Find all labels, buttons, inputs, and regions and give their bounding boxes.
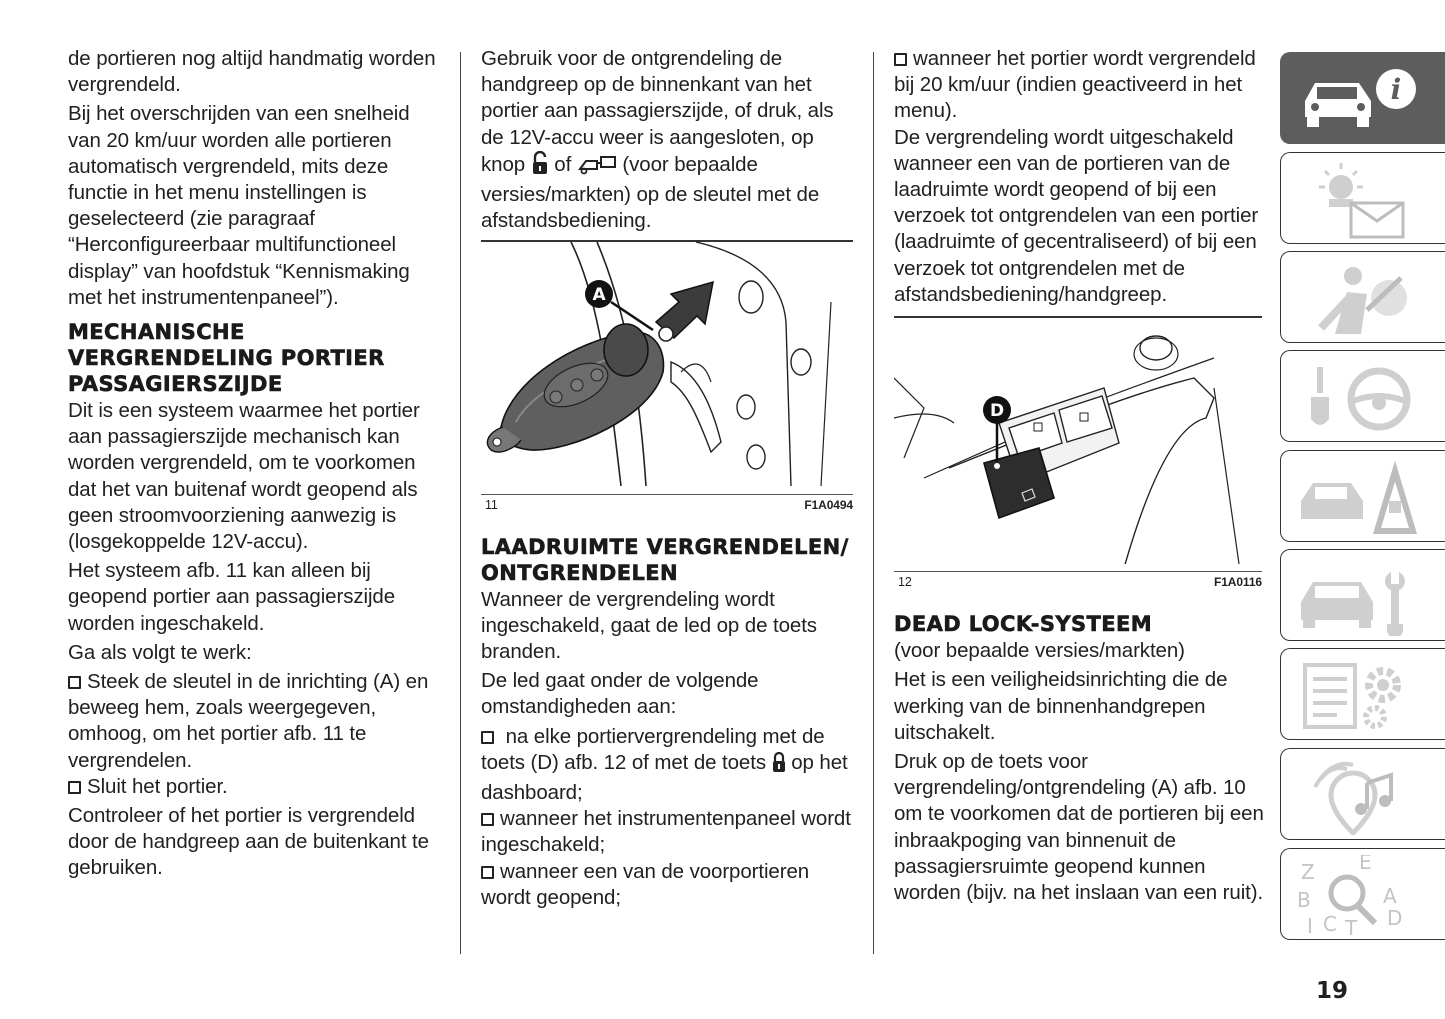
- text: Gebruik voor de ontgrendeling de handgreep op de binnenkant van het portier aan passagierszijde, of druk, als de 12V-accu weer is aangesloten, op knop: [481, 47, 834, 176]
- chapter-tab-emergency[interactable]: [1280, 450, 1445, 542]
- paragraph: Ga als volgt te werk:: [68, 640, 252, 664]
- chapter-tab-multimedia[interactable]: [1280, 748, 1445, 840]
- intro-paragraph-1: de portieren nog altijd handmatig worden vergrendeld.: [68, 47, 436, 97]
- paragraph-unlock: [481, 46, 853, 234]
- paragraph: Het is een veiligheidsinrichting die de werking van de binnenhandgrepen uitschakelt.: [894, 668, 1228, 744]
- figure-caption: [894, 572, 1262, 589]
- index-letter: B: [1297, 888, 1311, 912]
- figure-12: [894, 316, 1262, 589]
- figure-number: 11: [485, 497, 498, 512]
- car-maintenance-wrench-icon: [1291, 556, 1431, 636]
- bullet-item: wanneer het instrumentenpaneel wordt ingeschakeld;: [481, 806, 853, 858]
- paragraph: Dit is een systeem waarmee het portier aan passagierszijde mechanisch kan worden vergrendeld, om te voorkomen dat het van buitenaf wordt geopend als geen stroomvoorziening aanwezig is (losgekoppelde 12V-accu).: [68, 399, 420, 554]
- column-2: [481, 46, 853, 914]
- section-heading-cargo-lock: LAADRUIMTE VERGRENDELEN/ ONTGRENDELEN: [481, 534, 849, 585]
- svg-text:i: i: [1390, 73, 1402, 106]
- text: of: [554, 152, 572, 176]
- section-heading-mechanical-lock: MECHANISCHE VERGRENDELING PORTIER PASSAGIERSZIJDE: [68, 320, 385, 397]
- column-1: [68, 46, 440, 885]
- paragraph: Controleer of het portier is vergrendeld door de handgreep aan de buitenkant te gebruiken.: [68, 804, 429, 880]
- text: (voor bepaalde versies/markten) op de sleutel met de afstandsbediening.: [481, 152, 820, 233]
- column-3: [894, 46, 1270, 909]
- figure-caption: [481, 495, 853, 512]
- index-letter: E: [1359, 855, 1372, 874]
- emergency-warning-triangle-icon: [1291, 457, 1431, 537]
- paragraph: Het systeem afb. 11 kan alleen bij geopend portier aan passagierszijde worden ingeschakeld.: [68, 559, 396, 635]
- chapter-tab-warning-lights[interactable]: [1280, 152, 1445, 244]
- paragraph: De led gaat onder de volgende omstandigheden aan:: [481, 669, 759, 719]
- paragraph: De vergrendeling wordt uitgeschakeld wanneer een van de portieren van de laadruimte wordt geopend of bij een verzoek tot ontgrendelen van een portier (laadruimte of gecentraliseerd) of bij een verzoek tot ontgrendelen met de afstandsbediening/handgreep.: [894, 125, 1259, 306]
- paragraph: Wanneer de vergrendeling wordt ingeschakeld, gaat de led op de toets branden.: [481, 587, 817, 664]
- chapter-tab-technical-data[interactable]: [1280, 648, 1445, 740]
- text: na elke portiervergrendeling met de toets (D) afb. 12 of met de toets: [481, 724, 825, 774]
- section-heading-dead-lock: DEAD LOCK-SYSTEEM: [894, 612, 1153, 637]
- chapter-tab-safety[interactable]: [1280, 251, 1445, 343]
- dashboard-lock-button-illustration: [894, 318, 1262, 564]
- index-letter: C: [1323, 912, 1337, 936]
- callout-label-a: A: [592, 285, 606, 306]
- intro-paragraph-2: Bij het overschrijden van een snelheid van 20 km/uur worden alle portieren automatisch vergrendeld, mits deze functie in het menu instellingen is geselecteerd (zie paragraaf “Herconfigureerbaar multifunctioneel display” van hoofdstuk “Kennismaking met het instrumentenpaneel”).: [68, 102, 410, 309]
- index-letter: A: [1383, 884, 1397, 908]
- column-divider: [873, 52, 874, 954]
- bullet-item: wanneer het portier wordt vergrendeld bij 20 km/uur (indien geactiveerd in het menu).: [894, 46, 1270, 125]
- figure-code: F1A0494: [804, 497, 853, 512]
- index-letter: T: [1345, 916, 1358, 937]
- warning-lights-messages-icon: [1291, 159, 1431, 239]
- bullet-item: wanneer een van de voorportieren wordt geopend;: [481, 859, 853, 911]
- key-steering-wheel-icon: [1291, 357, 1431, 437]
- callout-label-d: D: [989, 401, 1005, 422]
- padlock-open-icon: [531, 151, 549, 182]
- bullet-item: Steek de sleutel in de inrichting (A) en beweeg hem, zoals weergegeven, omhoog, om het portier afb. 11 te vergrendelen.: [68, 669, 440, 774]
- car-info-icon: [1291, 59, 1431, 139]
- alphabetical-index-icon: [1291, 855, 1431, 937]
- chapter-tab-index[interactable]: [1280, 848, 1445, 940]
- index-letter: I: [1307, 914, 1313, 937]
- padlock-closed-icon: [772, 751, 786, 780]
- figure-11: [481, 240, 853, 511]
- bullet-item: [481, 724, 853, 807]
- page-number: 19: [1316, 978, 1349, 1004]
- key-in-door-lock-illustration: [481, 242, 849, 486]
- figure-number: 12: [898, 575, 912, 590]
- column-divider: [460, 52, 461, 954]
- chapter-tab-starting-driving[interactable]: [1280, 350, 1445, 442]
- technical-data-gears-icon: [1291, 655, 1431, 735]
- text: op het dashboard;: [481, 750, 848, 805]
- figure-code: F1A0116: [1213, 575, 1262, 590]
- bullet-item: Sluit het portier.: [68, 774, 440, 800]
- paragraph: (voor bepaalde versies/markten): [894, 639, 1185, 663]
- paragraph: Druk op de toets voor vergrendeling/ontgrendeling (A) afb. 10 om te voorkomen dat de portieren bij een inbraakpoging van binnenuit de passagiersruimte geopend kunnen worden (bijv. na het inslaan van een ruit).: [894, 750, 1264, 905]
- cargo-door-key-icon: [577, 155, 617, 182]
- index-letter: D: [1387, 906, 1403, 930]
- index-letter: Z: [1301, 860, 1315, 884]
- airbag-safety-icon: [1291, 258, 1431, 338]
- multimedia-icon: [1291, 755, 1431, 835]
- chapter-tab-knowing-your-vehicle[interactable]: [1280, 52, 1445, 144]
- chapter-tab-servicing[interactable]: [1280, 549, 1445, 641]
